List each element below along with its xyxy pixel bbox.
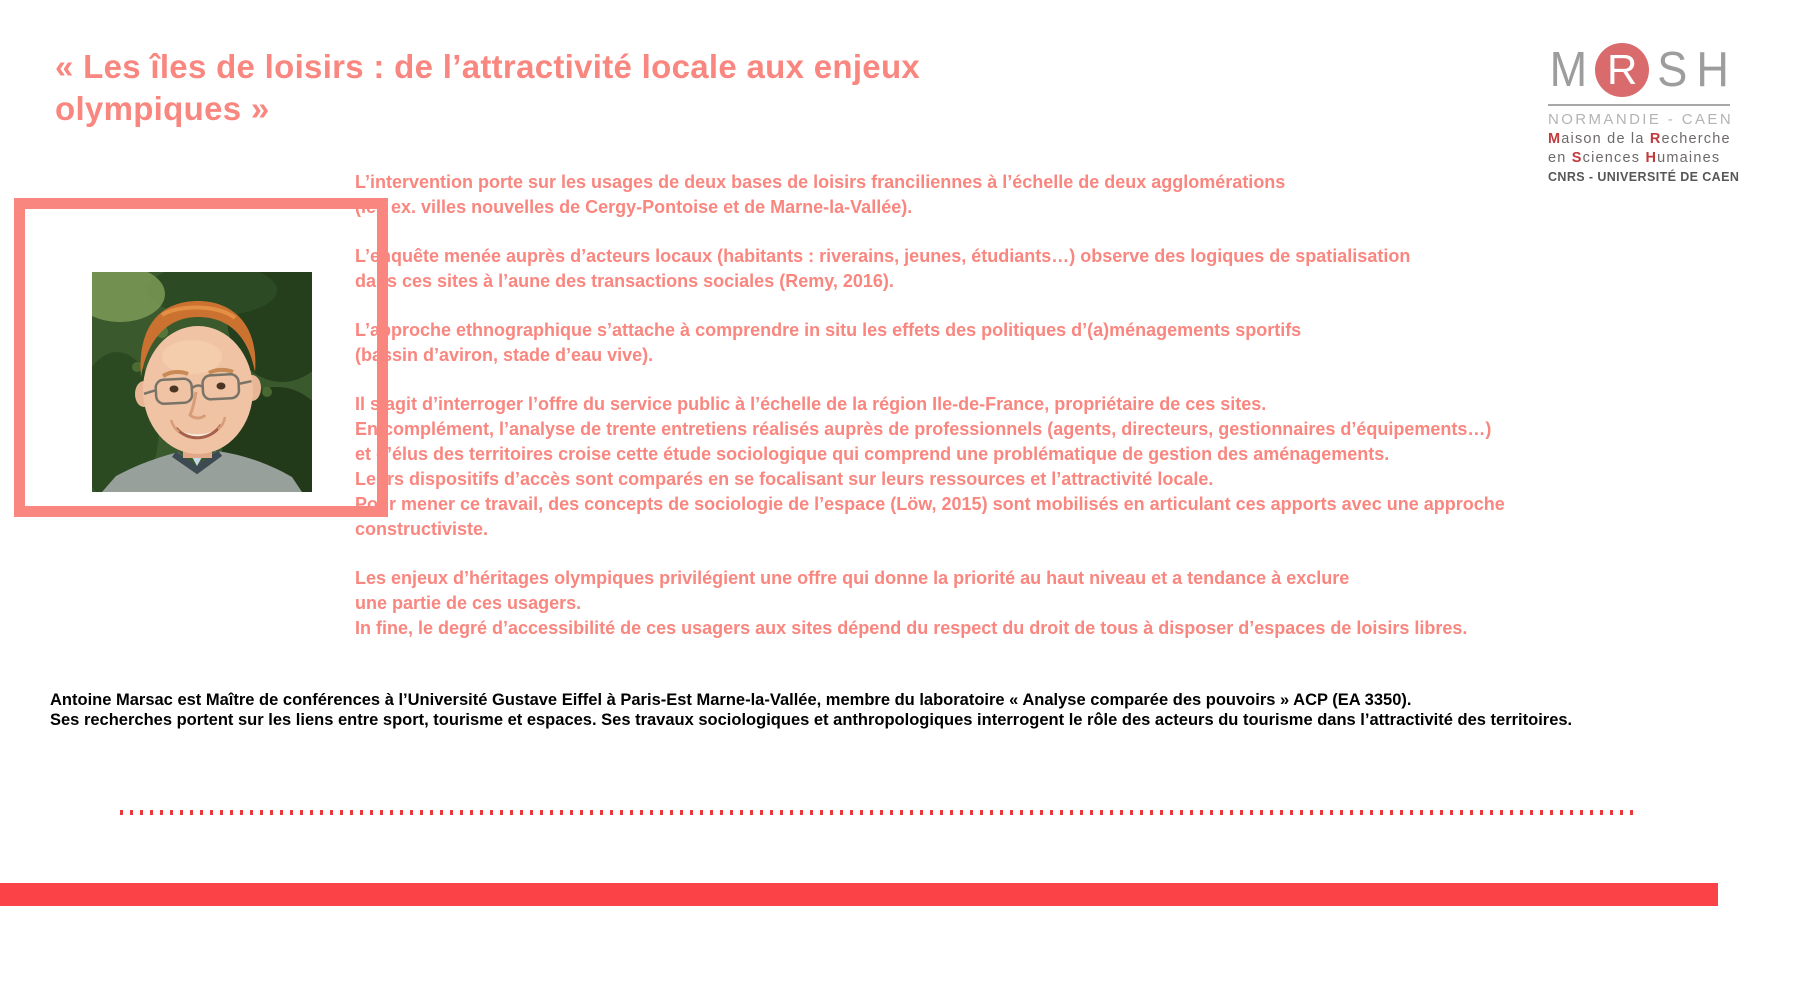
- logo-red-circle: [1595, 43, 1649, 97]
- abstract-paragraph-5: Les enjeux d’héritages olympiques privilégient une offre qui donne la priorité au haut niveau et a tendance à exclure une partie de ces usagers. In fine, le degré d’accessibilité de ces usagers aux sites dépend du respect du droit de tous à disposer d’espaces de loisirs libres.: [355, 568, 1468, 638]
- logo-divider: [1548, 104, 1730, 106]
- title-line-2: olympiques »: [55, 90, 270, 127]
- logo-letter-m: M: [1549, 43, 1588, 97]
- page-title: [55, 46, 920, 130]
- abstract-paragraph-2: L’enquête menée auprès d’acteurs locaux (habitants : riverains, jeunes, étudiants…) observe des logiques de spatialisation dans ces sites à l’aune des transactions sociales (Remy, 2016).: [355, 246, 1411, 291]
- title-line-1: « Les îles de loisirs : de l’attractivité locale aux enjeux: [55, 48, 921, 85]
- logo-letter-r: R: [1607, 46, 1638, 93]
- logo-region-text: NORMANDIE - CAEN: [1548, 111, 1734, 128]
- mrsh-logo-letters: [1548, 42, 1730, 98]
- logo-org-line-1: Maison de la Recherche: [1548, 131, 1731, 147]
- footer-red-bar: [0, 883, 1718, 906]
- mrsh-logo: [1548, 42, 1740, 186]
- abstract-paragraph-3: L’approche ethnographique s’attache à comprendre in situ les effets des politiques d’(a)ménagements sportifs (bassin d’aviron, stade d’eau vive).: [355, 320, 1302, 365]
- abstract-paragraph-4: Il s’agit d’interroger l’offre du service public à l’échelle de la région Ile-de-France, propriétaire de ces sites. En complément, l’analyse de trente entretiens réalisés auprès de professionnels (agents, directeurs, gestionnaires d’équipements…) et d’élus des territoires croise cette étude sociologique qui comprend une problématique de gestion des aménagements. Leurs dispositifs d’accès sont comparés en se focalisant sur leurs ressources et l’attractivité locale. Pour mener ce travail, des concepts de sociologie de l’espace (Löw, 2015) sont mobilisés en articulant ces apports avec une approche constructiviste.: [355, 394, 1505, 539]
- logo-org-line-2: en Sciences Humaines: [1548, 150, 1721, 166]
- abstract-paragraph-1: L’intervention porte sur les usages de deux bases de loisirs franciliennes à l’échelle de deux agglomérations (les ex. villes nouvelles de Cergy-Pontoise et de Marne-la-Vallée).: [355, 172, 1286, 217]
- abstract-text: [355, 170, 1505, 665]
- speaker-portrait-photo: [92, 272, 312, 492]
- speaker-bio: [50, 691, 1572, 730]
- dotted-separator: [120, 810, 1640, 815]
- bio-line-1: Antoine Marsac est Maître de conférences à l’Université Gustave Eiffel à Paris-Est Marne-la-Vallée, membre du laboratoire « Analyse comparée des pouvoirs » ACP (EA 3350).: [50, 691, 1412, 709]
- logo-footer-text: CNRS - UNIVERSITÉ DE CAEN: [1548, 170, 1740, 184]
- logo-letter-h: H: [1696, 43, 1729, 97]
- bio-line-2: Ses recherches portent sur les liens entre sport, tourisme et espaces. Ses travaux sociologiques et anthropologiques interrogent le rôle des acteurs du tourisme dans l’attractivité des territoires.: [50, 710, 1573, 729]
- logo-letter-s: S: [1656, 43, 1687, 97]
